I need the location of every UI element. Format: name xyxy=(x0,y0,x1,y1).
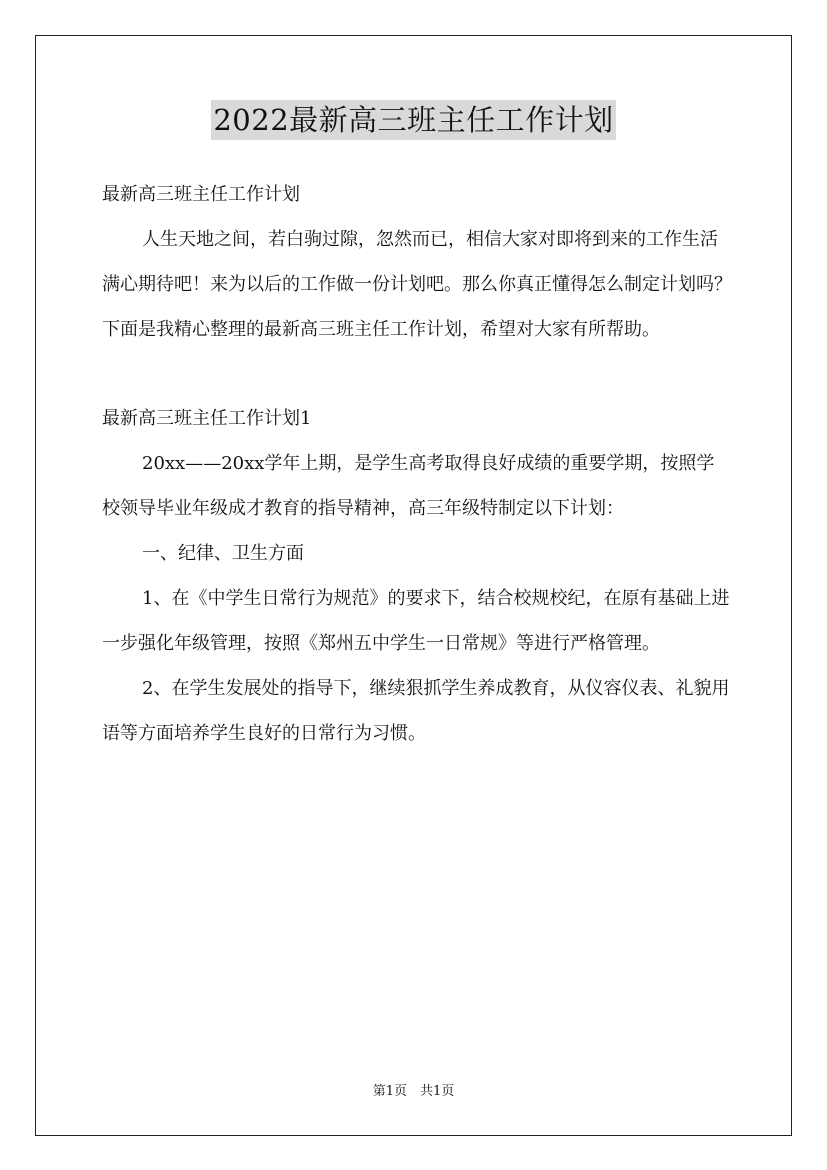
paragraph-gap xyxy=(102,352,732,396)
title-container xyxy=(0,100,827,140)
document-subtitle: 最新高三班主任工作计划 xyxy=(102,184,300,205)
document-title: 2022最新高三班主任工作计划 xyxy=(211,100,615,140)
document-body xyxy=(102,172,732,756)
section-intro-paragraph: 20xx——20xx学年上期，是学生高考取得良好成绩的重要学期，按照学校领导毕业年级成才教育的指导精神，高三年级特制定以下计划： xyxy=(102,453,715,519)
intro-paragraph: 人生天地之间，若白驹过隙，忽然而已，相信大家对即将到来的工作生活满心期待吧！来为以后的工作做一份计划吧。那么你真正懂得怎么制定计划吗？下面是我精心整理的最新高三班主任工作计划，希望对大家有所帮助。 xyxy=(102,229,732,340)
item-1-paragraph: 1、在《中学生日常行为规范》的要求下，结合校规校纪，在原有基础上进一步强化年级管理，按照《郑州五中学生一日常规》等进行严格管理。 xyxy=(102,588,730,654)
page-footer: 第1页 共1页 xyxy=(372,1084,455,1099)
item-2-paragraph: 2、在学生发展处的指导下，继续狠抓学生养成教育，从仪容仪表、礼貌用语等方面培养学生良好的日常行为习惯。 xyxy=(102,678,730,744)
section-heading: 最新高三班主任工作计划1 xyxy=(102,408,312,429)
sub-heading: 一、纪律、卫生方面 xyxy=(142,543,304,564)
